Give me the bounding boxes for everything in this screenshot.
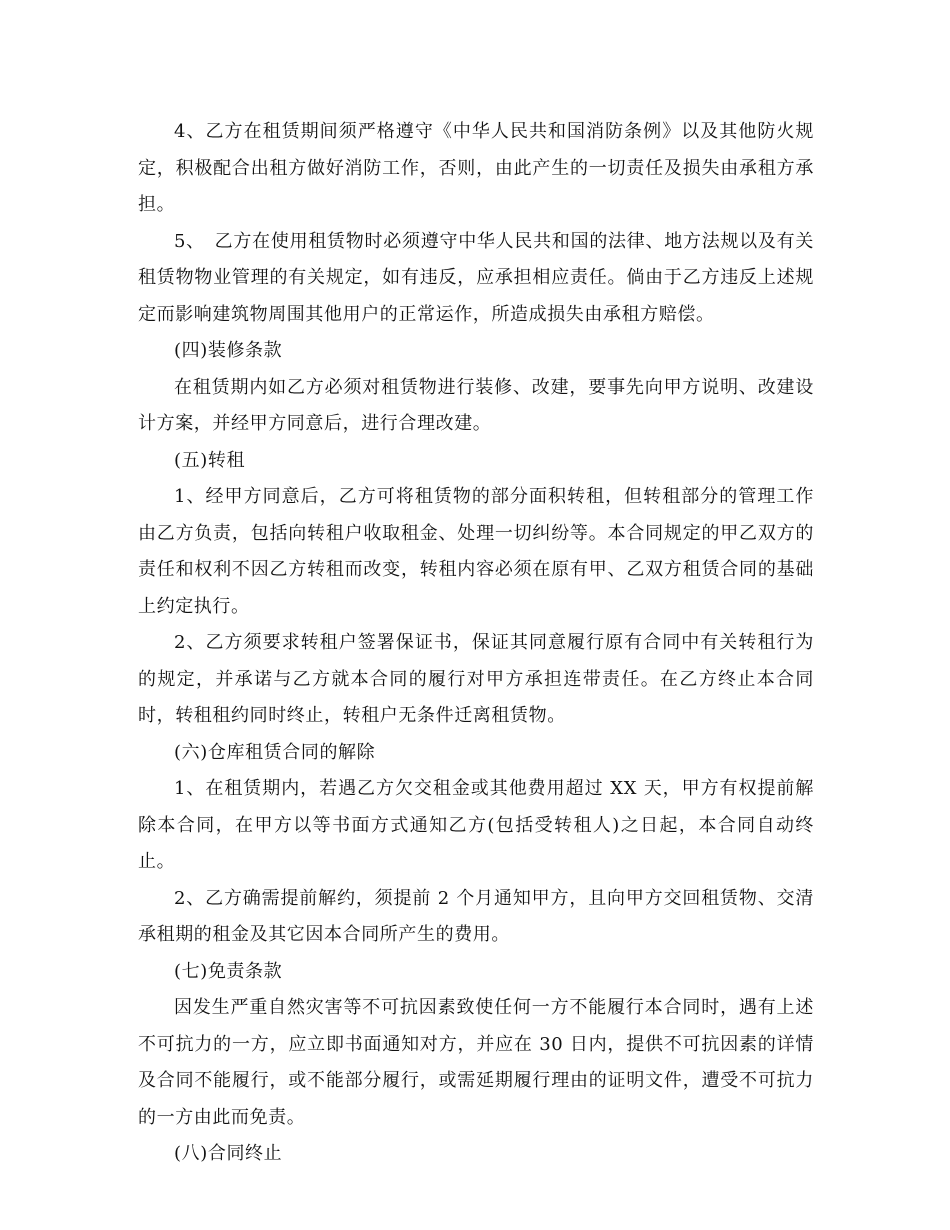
section-heading-renovation: (四)装修条款 — [174, 340, 283, 361]
section-heading-termination-of-lease: (六)仓库租赁合同的解除 — [174, 741, 376, 763]
exemption-paragraph: 因发生严重自然灾害等不可抗因素致使任何一方不能履行本合同时，遇有上述不可抗力的一方，应立即书面通知对方，并应在 30 日内，提供不可抗因素的详情及合同不能履行，或不能部分履行，或需延期履行理由的证明文件，遭受不可抗力的一方由此而免责。 — [138, 997, 814, 1128]
termination-clause-2: 2、乙方确需提前解约，须提前 2 个月通知甲方，且向甲方交回租赁物、交清承租期的租金及其它因本合同所产生的费用。 — [138, 887, 814, 945]
clause-5-law-compliance: 5、 乙方在使用租赁物时必须遵守中华人民共和国的法律、地方法规以及有关租赁物物业管理的有关规定，如有违反，应承担相应责任。倘由于乙方违反上述规定而影响建筑物周围其他用户的正常运作，所造成损失由承租方赔偿。 — [138, 230, 814, 325]
sublease-clause-2: 2、乙方须要求转租户签署保证书，保证其同意履行原有合同中有关转租行为的规定，并承诺与乙方就本合同的履行对甲方承担连带责任。在乙方终止本合同时，转租租约同时终止，转租户无条件迁离租赁物。 — [138, 632, 814, 726]
section-heading-sublease: (五)转租 — [174, 449, 246, 471]
renovation-paragraph: 在租赁期内如乙方必须对租赁物进行装修、改建，要事先向甲方说明、改建设计方案，并经甲方同意后，进行合理改建。 — [138, 376, 814, 434]
section-heading-contract-end: (八)合同终止 — [174, 1143, 283, 1164]
section-heading-exemption: (七)免责条款 — [174, 960, 283, 982]
document-body — [138, 114, 814, 1173]
clause-4-fire-safety: 4、乙方在租赁期间须严格遵守《中华人民共和国消防条例》以及其他防火规定，积极配合出租方做好消防工作，否则，由此产生的一切责任及损失由承租方承担。 — [138, 121, 814, 215]
termination-clause-1: 1、在租赁期内，若遇乙方欠交租金或其他费用超过 XX 天，甲方有权提前解除本合同，在甲方以等书面方式通知乙方(包括受转租人)之日起，本合同自动终止。 — [138, 778, 814, 872]
sublease-clause-1: 1、经甲方同意后，乙方可将租赁物的部分面积转租，但转租部分的管理工作由乙方负责，包括向转租户收取租金、处理一切纠纷等。本合同规定的甲乙双方的责任和权利不因乙方转租而改变，转租内容必须在原有甲、乙双方租赁合同的基础上约定执行。 — [138, 486, 814, 617]
